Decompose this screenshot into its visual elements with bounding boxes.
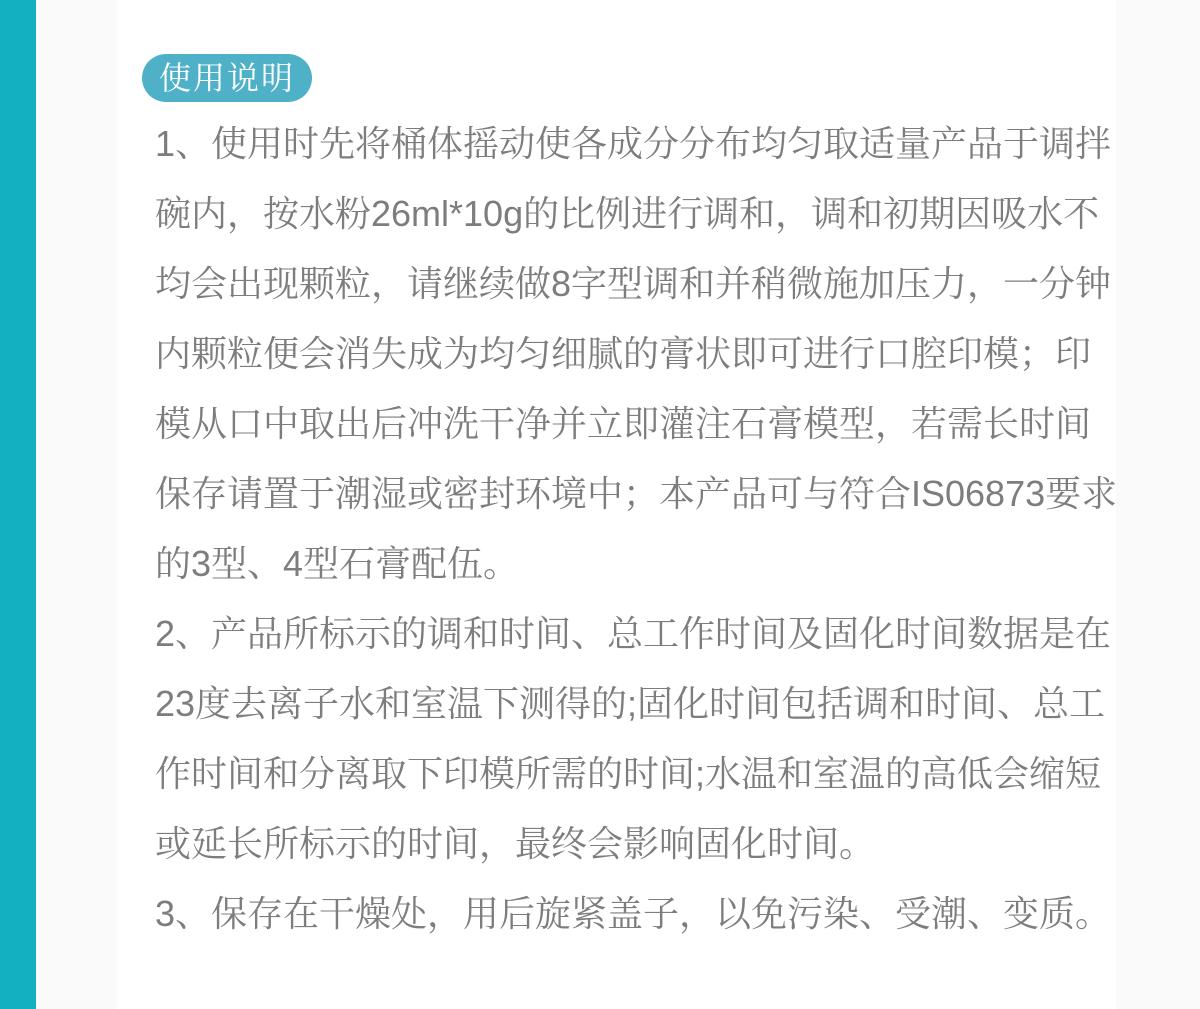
instruction-line: 3、保存在干燥处，用后旋紧盖子，以免污染、受潮、变质。 (155, 893, 1112, 934)
instruction-paragraph (155, 599, 1112, 879)
instruction-line: 1、使用时先将桶体摇动使各成分分布均匀取适量产品于调拌 (155, 123, 1112, 164)
instruction-line: 2、产品所标示的调和时间、总工作时间及固化时间数据是在 (155, 613, 1112, 654)
section-title: 使用说明 (159, 60, 296, 96)
section-title-badge (142, 54, 312, 102)
instruction-line: 内颗粒便会消失成为均匀细腻的膏状即可进行口腔印模；印 (155, 333, 1092, 374)
content-card (117, 0, 1116, 1009)
instruction-line: 均会出现颗粒，请继续做8字型调和并稍微施加压力，一分钟 (155, 263, 1112, 304)
instruction-paragraph (155, 879, 1112, 949)
left-accent-bar (0, 0, 36, 1009)
instruction-line: 碗内，按水粉26ml*10g的比例进行调和，调和初期因吸水不 (155, 193, 1100, 234)
instruction-paragraph (155, 109, 1118, 599)
instruction-line: 模从口中取出后冲洗干净并立即灌注石膏模型，若需长时间 (155, 403, 1092, 444)
instruction-line: 保存请置于潮湿或密封环境中；本产品可与符合IS06873要求 (155, 473, 1118, 514)
instruction-line: 的3型、4型石膏配伍。 (155, 543, 520, 584)
instructions (155, 109, 1118, 949)
instruction-line: 或延长所标示的时间，最终会影响固化时间。 (155, 823, 876, 864)
instruction-line: 23度去离子水和室温下测得的;固化时间包括调和时间、总工 (155, 683, 1106, 724)
instruction-line: 作时间和分离取下印模所需的时间;水温和室温的高低会缩短 (155, 753, 1102, 794)
